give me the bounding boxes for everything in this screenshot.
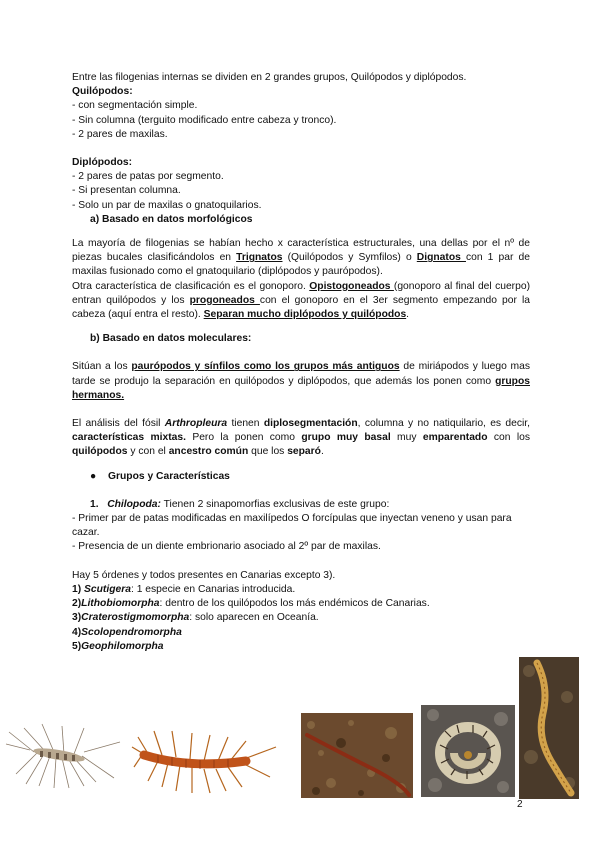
orden-item: 3)Craterostigmomorpha: solo aparecen en Oceanía.	[72, 612, 319, 624]
term-arthropleura: Arthropleura	[164, 418, 228, 430]
quilopodos-item: - 2 pares de maxilas.	[72, 128, 168, 140]
orden-item: 5)Geophilomorpha	[72, 640, 164, 652]
lithobiomorpha-photo	[130, 717, 282, 800]
term-grupos-antiguos: paurópodos y sínfilos como los grupos más antiguos	[131, 361, 400, 373]
quilopodos-title: Quilópodos:	[72, 86, 133, 98]
page-number: 2	[517, 799, 523, 810]
quilopodos-item: - Sin columna (terguito modificado entre cabeza y tronco).	[72, 114, 337, 126]
section-b-heading: b) Basado en datos moleculares:	[90, 333, 252, 345]
geophilomorpha-photo	[519, 657, 579, 799]
term-progoneados: progoneados	[189, 294, 260, 306]
term-dignatos: Dignatos	[416, 252, 466, 264]
chilopoda-item: - Presencia de un diente embrionario asociado al 2º par de maxilas.	[72, 541, 381, 553]
scutigera-photo	[4, 722, 122, 790]
quilopodos-item: - con segmentación simple.	[72, 100, 198, 112]
craterostigmomorpha-photo	[301, 713, 413, 798]
chilopoda-heading: 1. Chilopoda: Tienen 2 sinapomorfias exclusivas de este grupo:	[90, 498, 390, 510]
section-a-heading: a) Basado en datos morfológicos	[90, 213, 253, 225]
intro-paragraph: Entre las filogenias internas se dividen en 2 grandes grupos, Quilópodos y diplópodos.	[72, 72, 467, 83]
term-opistogoneados: Opistogoneados	[309, 280, 394, 292]
term-separan: Separan mucho diplópodos y quilópodos	[203, 309, 407, 321]
section-a-paragraph-1: La mayoría de filogenias se habían hecho x característica estructurales, una dellas por el nº de piezas bucales clasificándolos en Trignatos (Quilópodos y Symfilos) o Dignatos con 1 par de maxilas fusionado como el gnatoquilario (diplópodos y paurópodos).	[72, 238, 530, 278]
term-chilopoda: Chilopoda:	[107, 498, 161, 510]
diplopodos-item: - Si presentan columna.	[72, 185, 181, 197]
diplopodos-item: - Solo un par de maxilas o gnatoquilarios.	[72, 199, 262, 211]
diplopodos-title: Diplópodos:	[72, 157, 133, 169]
scolopendromorpha-photo	[421, 705, 515, 797]
ordenes-intro: Hay 5 órdenes y todos presentes en Canarias excepto 3).	[72, 569, 336, 581]
term-grupos-hermanos: grupos hermanos.	[72, 375, 530, 401]
section-b-paragraph-1: Sitúan a los paurópodos y sínfilos como los grupos más antiguos de miriápodos y luego mas tarde se produjo la separación en quilópodos y diplópodos, que además los ponen como grupos hermanos.	[72, 361, 530, 401]
document-body	[72, 71, 530, 654]
orden-item: 1) Scutigera: 1 especie en Canarias introducida.	[72, 583, 296, 595]
orden-item: 4)Scolopendromorpha	[72, 626, 182, 638]
term-trignatos: Trignatos	[236, 252, 283, 264]
section-a-paragraph-2: Otra característica de clasificación es el gonoporo. Opistogoneados (gonoporo al final del cuerpo) entran quilópodos y los progoneados con el gonoporo en el 3er segmento empezando por la cabeza (aquí entra el resto). Separan mucho diplópodos y quilópodos.	[72, 280, 530, 321]
grupos-heading: ● Grupos y Características	[72, 470, 530, 484]
diplopodos-item: - 2 pares de patas por segmento.	[72, 171, 224, 183]
section-b-paragraph-2: El análisis del fósil Arthropleura tienen diplosegmentación, columna y no natiquilario, es decir, características mixtas. Pero la ponen como grupo muy basal muy emparentado con los quilópodos y con el ancestro común que los separó.	[72, 418, 530, 458]
chilopoda-item: - Primer par de patas modificadas en maxilípedos O forcípulas que inyectan veneno y usan para cazar.	[72, 513, 512, 539]
bullet-icon: ●	[90, 470, 97, 482]
orden-item: 2)Lithobiomorpha: dentro de los quilópodos los más endémicos de Canarias.	[72, 598, 430, 610]
